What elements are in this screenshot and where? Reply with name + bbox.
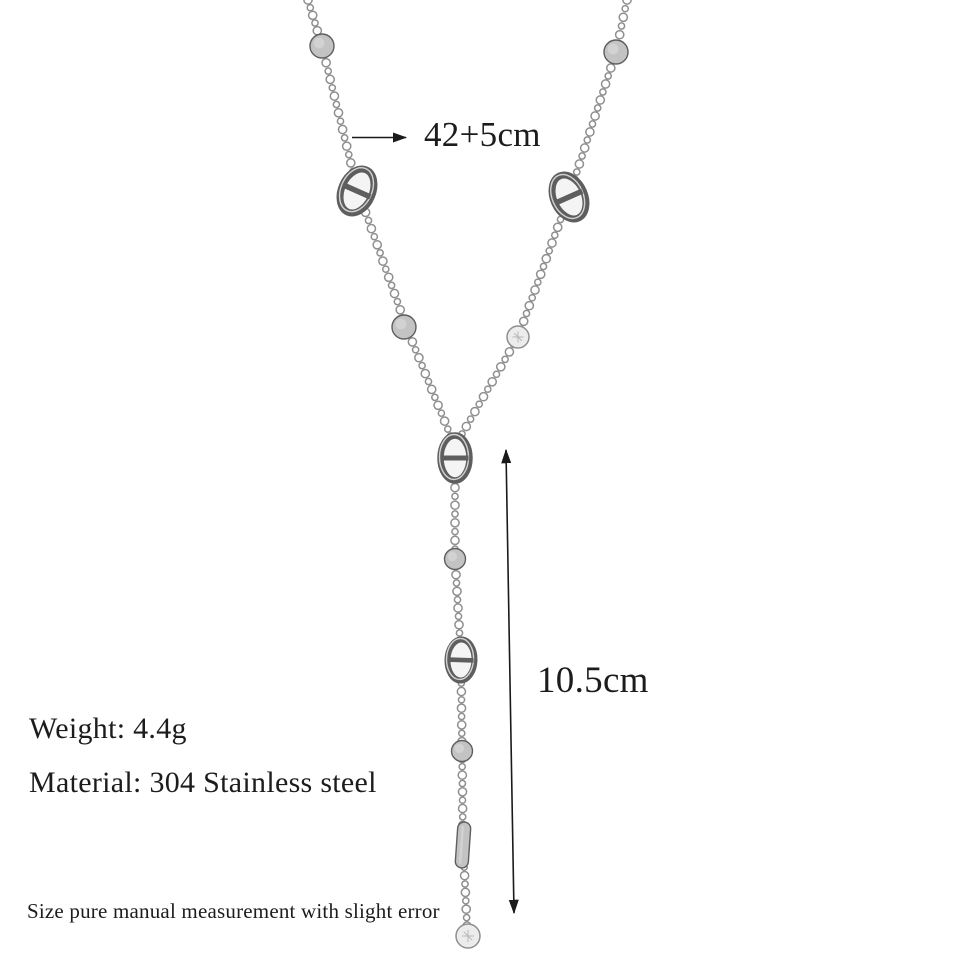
chain-link <box>333 101 339 107</box>
chain-link <box>441 417 449 425</box>
chain-link <box>459 804 467 812</box>
chain-link <box>548 239 556 247</box>
chain-link <box>584 137 590 143</box>
chain-link <box>459 730 465 736</box>
chain-link <box>520 317 528 325</box>
chain-link <box>623 0 631 4</box>
chain-link <box>546 248 552 254</box>
chain-link <box>554 223 562 231</box>
chain-link <box>419 363 425 369</box>
oval-link-charm <box>440 435 470 481</box>
chain-link <box>461 888 469 896</box>
chain-link <box>459 713 465 719</box>
chain-link <box>505 348 513 356</box>
chain-link <box>458 697 464 703</box>
chain-link <box>464 915 470 921</box>
size-disclaimer-label: Size pure manual measurement with slight error <box>27 899 440 923</box>
chain-link <box>457 704 465 712</box>
chain-link <box>452 529 458 535</box>
chain-link <box>453 580 459 586</box>
oval-link-charm <box>333 162 381 218</box>
chain-link <box>462 881 468 887</box>
chain-link <box>523 310 529 316</box>
chain-link <box>434 401 442 409</box>
chain-link <box>485 386 491 392</box>
chain-link <box>574 169 580 175</box>
necklace-chain-left <box>304 0 455 441</box>
chain-link <box>325 68 331 74</box>
chain-link <box>596 96 604 104</box>
bar-charm <box>455 822 471 869</box>
chain-link <box>365 217 371 223</box>
chain-link <box>456 630 462 636</box>
chain-link <box>408 338 416 346</box>
chain-link <box>459 780 465 786</box>
chain-link <box>616 31 624 39</box>
chain-link <box>389 282 395 288</box>
chain-link <box>413 347 419 353</box>
chain-link <box>542 255 550 263</box>
chain-link <box>383 266 389 272</box>
chain-link <box>540 263 546 269</box>
chain-link <box>428 385 436 393</box>
chain-link <box>607 64 615 72</box>
chain-link <box>452 511 458 517</box>
chain-link <box>385 273 393 281</box>
chain-link <box>425 378 431 384</box>
necklace-chain-right <box>459 0 631 437</box>
chain-link <box>432 394 438 400</box>
chain-link <box>337 118 343 124</box>
chain-link <box>457 687 465 695</box>
chain-link <box>462 905 470 913</box>
chain-link <box>451 519 459 527</box>
chain-link <box>342 135 348 141</box>
chain-link <box>330 92 338 100</box>
chain-link <box>622 6 628 12</box>
oval-link-charm <box>446 638 475 681</box>
chain-link <box>525 302 533 310</box>
chain-link <box>394 299 400 305</box>
chain-link <box>307 5 313 11</box>
chain-link <box>451 501 459 509</box>
chain-link <box>453 587 461 595</box>
chain-link <box>451 484 459 492</box>
chain-link <box>451 536 459 544</box>
weight-label: Weight: 4.4g <box>29 712 187 745</box>
chain-link <box>346 152 352 158</box>
chain-link <box>390 289 398 297</box>
material-label: Material: 304 Stainless steel <box>29 766 377 799</box>
chain-link <box>586 128 594 136</box>
disc-bead-highlight <box>314 38 325 49</box>
chain-link <box>602 80 610 88</box>
drop-length-label: 10.5cm <box>537 660 649 701</box>
chain-link <box>471 408 479 416</box>
chain-link <box>379 257 387 265</box>
chain-link <box>535 279 541 285</box>
chain-link <box>334 109 342 117</box>
chain-link <box>452 571 460 579</box>
chain-link <box>476 401 482 407</box>
chain-link <box>343 142 351 150</box>
chain-link <box>605 73 611 79</box>
chain-link <box>618 23 624 29</box>
chain-link <box>479 393 487 401</box>
chain-link <box>468 416 474 422</box>
chain-link <box>339 125 347 133</box>
chain-link <box>373 241 381 249</box>
chain-length-label: 42+5cm <box>424 115 541 154</box>
chain-link <box>458 721 466 729</box>
chain-link <box>304 0 312 4</box>
chain-link <box>579 153 585 159</box>
chain-link <box>396 306 404 314</box>
chain-link <box>309 11 317 19</box>
chain-link <box>377 250 383 256</box>
drop-length-arrow <box>506 450 514 913</box>
chain-link <box>461 872 469 880</box>
chain-link <box>458 788 466 796</box>
disc-bead-highlight <box>396 319 407 330</box>
chain-link <box>415 354 423 362</box>
chain-link <box>438 410 444 416</box>
chain-link <box>326 75 334 83</box>
chain-link <box>458 771 466 779</box>
chain-link <box>452 493 458 499</box>
chain-link <box>502 356 508 362</box>
chain-link <box>322 59 330 67</box>
chain-link <box>581 144 589 152</box>
chain-link <box>454 604 462 612</box>
chain-link <box>347 159 355 167</box>
chain-link <box>459 797 465 803</box>
chain-link <box>462 422 470 430</box>
chain-link <box>460 814 466 820</box>
oval-link-charm <box>544 169 592 225</box>
chain-link <box>575 160 583 168</box>
chain-link <box>455 613 461 619</box>
chain-link <box>445 426 451 432</box>
chain-link <box>367 225 375 233</box>
chain-link <box>619 13 627 21</box>
disc-bead-highlight <box>448 552 457 561</box>
chain-link <box>531 286 539 294</box>
chain-link <box>459 764 465 770</box>
chain-link <box>488 378 496 386</box>
chain-link <box>591 112 599 120</box>
chain-link <box>329 85 335 91</box>
chain-link <box>552 232 558 238</box>
chain-link <box>454 597 460 603</box>
chain-link <box>595 105 601 111</box>
chain-link <box>455 621 463 629</box>
chain-link <box>371 234 377 240</box>
chain-link <box>312 20 318 26</box>
chain-link <box>600 89 606 95</box>
chain-link <box>589 121 595 127</box>
disc-bead-highlight <box>455 744 464 753</box>
chain-link <box>463 898 469 904</box>
disc-bead-highlight <box>608 44 619 55</box>
chain-link <box>421 370 429 378</box>
chain-link <box>497 363 505 371</box>
chain-link <box>537 270 545 278</box>
chain-link <box>529 295 535 301</box>
chain-link <box>493 371 499 377</box>
